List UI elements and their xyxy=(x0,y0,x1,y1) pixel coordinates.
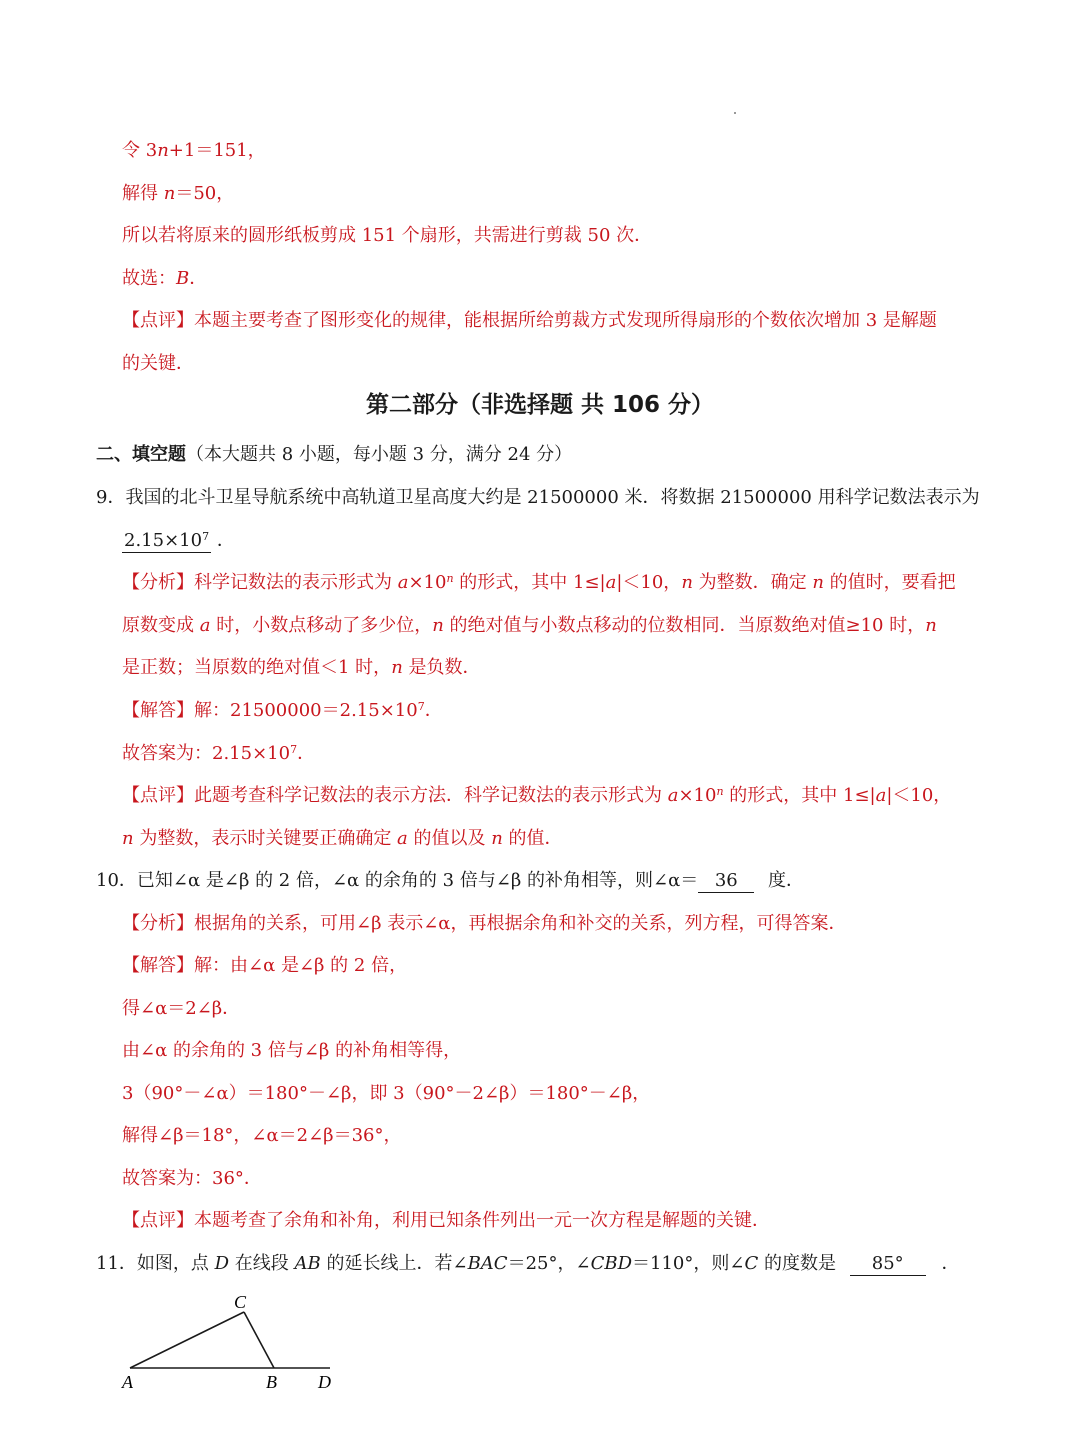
solution-line: 【解答】解：$21500000=2.15\times 10^7$． xyxy=(122,700,443,721)
triangle-figure xyxy=(118,1290,348,1396)
analysis-line: 原数变成 a 时，小数点移动了多少位，n 的绝对值与小数点移动的位数相同．当原数绝对值≥10 时，n xyxy=(122,615,937,636)
label-d: D xyxy=(318,1372,331,1392)
segment-cb xyxy=(244,1312,274,1368)
solution-line: 3（90°－∠α）＝180°－∠β，即 3（90°－2∠β）＝180°－∠β， xyxy=(122,1083,651,1104)
choice-line: 故选：B． xyxy=(122,268,208,289)
question-11-stem: 11．如图，点 D 在线段 AB 的延长线上．若∠BAC＝25°，∠CBD＝110°，则∠C 的度数是 85° ． xyxy=(96,1253,960,1274)
label-a: A xyxy=(122,1372,133,1392)
scan-speck xyxy=(734,112,736,114)
segment-ac xyxy=(130,1312,244,1368)
analysis-line: 【分析】科学记数法的表示形式为 $a\times 10^n$ 的形式，其中 1≤|a|＜10，n 为整数．确定 n 的值时，要看把 xyxy=(122,572,956,593)
section-heading: 二、填空题（本大题共 8 小题，每小题 3 分，满分 24 分） xyxy=(96,444,573,465)
comment-line: 【点评】本题主要考查了图形变化的规律，能根据所给剪裁方式发现所得扇形的个数依次增加 3 是解题 xyxy=(122,310,937,331)
answer-blank: 36 xyxy=(698,870,754,893)
comment-line: 【点评】本题考查了余角和补角，利用已知条件列出一元一次方程是解题的关键． xyxy=(122,1210,770,1231)
label-b: B xyxy=(266,1372,277,1392)
solution-line: 得∠α＝2∠β． xyxy=(122,998,241,1019)
answer-blank: 85° xyxy=(850,1253,926,1276)
question-9-answer: $2.15\times 10^7$ ． xyxy=(124,530,235,551)
answer-line: 故答案为：36°． xyxy=(122,1168,262,1189)
solution-line: 由∠α 的余角的 3 倍与∠β 的补角相等得， xyxy=(122,1040,462,1061)
section-title: 第二部分（非选择题 共 106 分） xyxy=(365,392,715,418)
solution-line: 解得 n＝50， xyxy=(122,183,235,204)
question-10-stem: 10．已知∠α 是∠β 的 2 倍，∠α 的余角的 3 倍与∠β 的补角相等，则∠α＝ 36 度． xyxy=(96,870,805,891)
question-9-stem: 9．我国的北斗卫星导航系统中高轨道卫星高度大约是 21500000 米．将数据 21500000 用科学记数法表示为 xyxy=(96,487,980,508)
solution-line: 【解答】解：由∠α 是∠β 的 2 倍， xyxy=(122,955,408,976)
analysis-line: 是正数；当原数的绝对值＜1 时，n 是负数． xyxy=(122,657,481,678)
answer-line: 故答案为：$2.15\times 10^7$． xyxy=(122,743,316,764)
analysis-line: 【分析】根据角的关系，可用∠β 表示∠α，再根据余角和补交的关系，列方程，可得答案． xyxy=(122,913,847,934)
comment-line: n 为整数，表示时关键要正确确定 a 的值以及 n 的值． xyxy=(122,828,563,849)
solution-line: 所以若将原来的圆形纸板剪成 151 个扇形，共需进行剪裁 50 次． xyxy=(122,225,653,246)
label-c: C xyxy=(234,1292,247,1312)
solution-line: 令 3n+1＝151， xyxy=(122,140,266,161)
solution-line: 解得∠β＝18°，∠α＝2∠β＝36°， xyxy=(122,1125,402,1146)
comment-line: 【点评】此题考查科学记数法的表示方法．科学记数法的表示形式为 $a\times 10^n$ 的形式，其中 1≤|a|＜10， xyxy=(122,785,952,806)
comment-line: 的关键． xyxy=(122,353,194,374)
